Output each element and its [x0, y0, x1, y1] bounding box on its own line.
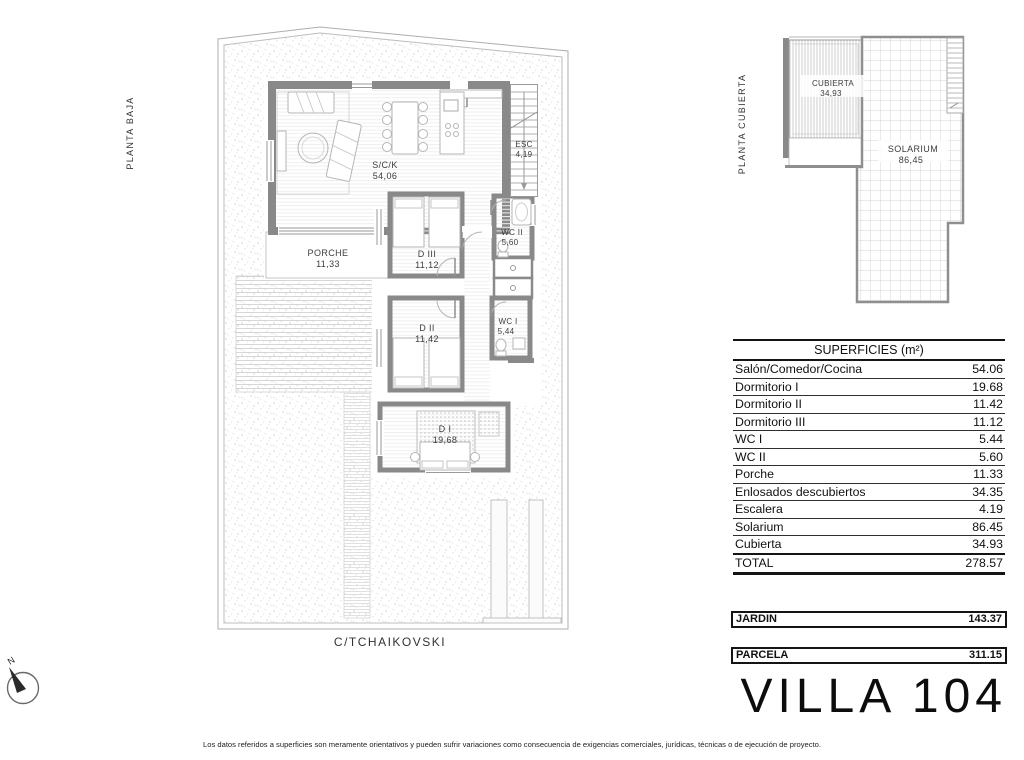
room-value-esc: 4,19	[515, 150, 533, 159]
jardin-box	[731, 611, 1007, 628]
table-row	[733, 361, 1005, 379]
jardin-value: 143.37	[968, 613, 1002, 625]
room-label-porche: PORCHE	[307, 248, 349, 258]
table-row	[733, 484, 1005, 502]
parcela-box	[731, 647, 1007, 664]
roof-plan-title: PLANTA CUBIERTA	[737, 73, 747, 175]
room-label-esc: ESC	[515, 140, 533, 149]
row-label: Enlosados descubiertos	[735, 484, 866, 499]
north-label: N	[5, 654, 17, 667]
row-label: Escalera	[735, 502, 783, 517]
room-label-d2: D II	[419, 323, 435, 333]
room-value-d1: 19,68	[432, 435, 458, 445]
row-value: 11.42	[973, 397, 1003, 412]
row-value: 86.45	[972, 519, 1003, 534]
sink	[513, 338, 525, 349]
room-label-cubierta: CUBIERTA	[811, 79, 855, 88]
table-row	[733, 414, 1005, 432]
parcela-value: 311.15	[968, 649, 1002, 661]
room-label-sck: S/C/K	[372, 160, 398, 170]
total-value: 278.57	[965, 556, 1003, 570]
room-value-cubierta: 34,93	[820, 89, 842, 98]
north-indicator	[6, 655, 39, 704]
street-label: C/TCHAIKOVSKI	[333, 635, 447, 649]
room-label-d1: D I	[438, 424, 452, 434]
room-label-d3: D III	[417, 249, 437, 259]
table-total-row	[733, 555, 1005, 572]
room-label-wc1: WC I	[498, 317, 518, 326]
table-row	[733, 449, 1005, 467]
sofa	[288, 92, 334, 113]
table-row	[733, 431, 1005, 449]
surfaces-table-title: SUPERFICIES (m²)	[733, 341, 1005, 361]
row-label: Porche	[735, 467, 774, 482]
total-label: TOTAL	[735, 556, 774, 570]
row-label: WC II	[735, 449, 766, 464]
table-row	[733, 519, 1005, 537]
jardin-label: JARDIN	[736, 613, 777, 625]
roof-stairs	[947, 38, 963, 113]
north-arrow	[9, 667, 26, 693]
row-value: 5.60	[979, 449, 1003, 464]
room-value-sck: 54,06	[372, 171, 398, 181]
row-label: Cubierta	[735, 537, 782, 552]
room-value-wc2: 5,60	[501, 238, 519, 247]
room-value-d2: 11,42	[415, 334, 439, 344]
row-value: 4.19	[979, 502, 1003, 517]
surfaces-table	[733, 339, 1005, 575]
table-row	[733, 501, 1005, 519]
row-label: Salón/Comedor/Cocina	[735, 362, 863, 377]
room-label-solarium: SOLARIUM	[887, 144, 939, 154]
parcela-label: PARCELA	[736, 649, 789, 661]
row-value: 11.33	[973, 467, 1003, 482]
room-value-d3: 11,12	[415, 260, 439, 270]
table-row	[733, 466, 1005, 484]
row-value: 5.44	[979, 432, 1003, 447]
table-row	[733, 379, 1005, 397]
row-value: 34.93	[972, 537, 1003, 552]
room-value-solarium: 86,45	[898, 155, 924, 165]
table-row	[733, 536, 1005, 555]
disclaimer-text: Los datos referidos a superficies son meramente orientativos y pueden sufrir variaciones como consecuencia de exigencias comerciales, jurídicas, técnicas o de ejecución de proyecto.	[203, 740, 821, 749]
floor-plan-title: PLANTA BAJA	[125, 96, 135, 170]
room-value-porche: 11,33	[316, 259, 340, 269]
roof-plan	[783, 37, 963, 302]
row-label: Solarium	[735, 519, 784, 534]
row-label: Dormitorio III	[735, 414, 806, 429]
row-label: WC I	[735, 432, 763, 447]
villa-title: VILLA 104	[740, 670, 1007, 723]
toilet	[496, 339, 506, 351]
room-label-wc2: WC II	[501, 228, 523, 237]
row-value: 34.35	[972, 484, 1003, 499]
tv-console	[277, 131, 286, 171]
row-value: 19.68	[972, 379, 1003, 394]
row-value: 54.06	[972, 362, 1003, 377]
dining-table	[392, 102, 418, 154]
row-label: Dormitorio I	[735, 379, 799, 394]
row-label: Dormitorio II	[735, 397, 802, 412]
row-value: 11.12	[973, 414, 1003, 429]
table-row	[733, 396, 1005, 414]
room-value-wc1: 5,44	[497, 327, 515, 336]
